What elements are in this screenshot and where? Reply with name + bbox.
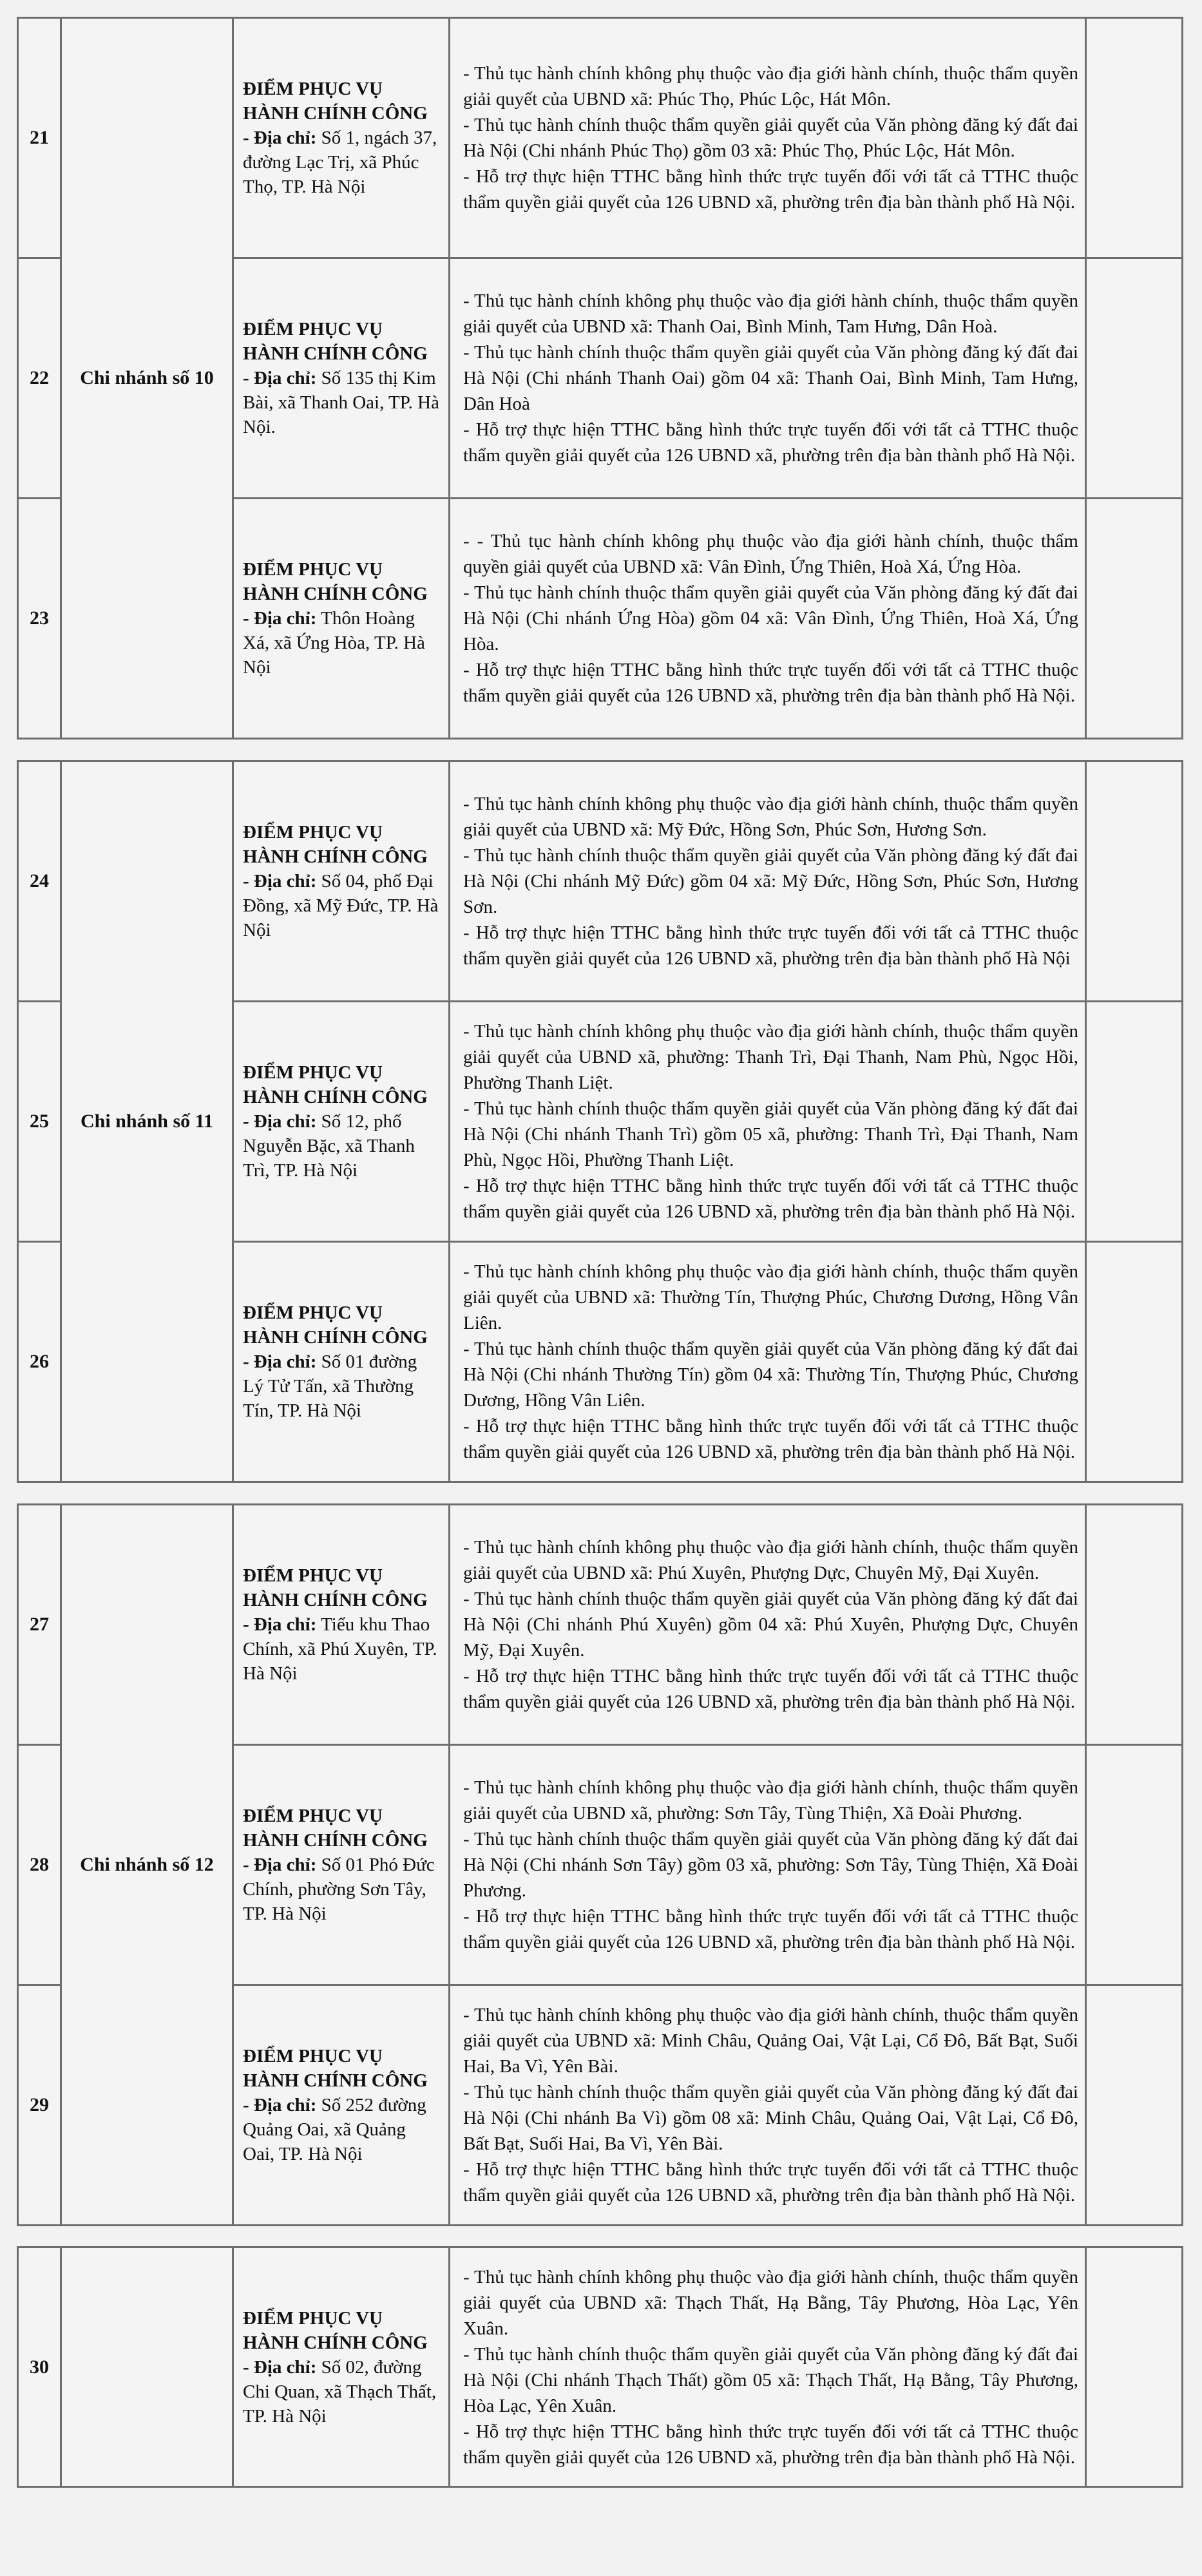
description-line: - Thủ tục hành chính không phụ thuộc vào địa giới hành chính, thuộc thẩm quyền giải quyết của UBND xã: Mỹ Đức, Hồng Sơn, Phúc Sơn, Hương Sơn. <box>463 794 1078 840</box>
description-line: - Thủ tục hành chính không phụ thuộc vào địa giới hành chính, thuộc thẩm quyền giải quyết của UBND xã, phường: Thanh Trì, Đại Thanh, Nam Phù, Ngọc Hồi, Phường Thanh Liệt. <box>463 1021 1078 1093</box>
address-label: - Địa chỉ: <box>243 1111 317 1132</box>
description-cell <box>450 1002 1086 1242</box>
description-line: - Hỗ trợ thực hiện TTHC bằng hình thức trực tuyến đối với tất cả TTHC thuộc thẩm quyền giải quyết của 126 UBND xã, phường trên địa bàn thành phố Hà Nội. <box>463 2159 1078 2206</box>
description-line: - Thủ tục hành chính thuộc thẩm quyền giải quyết của Văn phòng đăng ký đất đai Hà Nội (Chi nhánh Phúc Thọ) gồm 03 xã: Phúc Thọ, Phúc Lộc, Hát Môn. <box>463 115 1078 161</box>
branch-name: Chi nhánh số 10 <box>61 18 233 739</box>
description-line: - Thủ tục hành chính thuộc thẩm quyền giải quyết của Văn phòng đăng ký đất đai Hà Nội (Chi nhánh Ba Vì) gồm 08 xã: Minh Châu, Quảng Oai, Vật Lại, Cổ Đô, Bất Bạt, Suối Hai, Ba Vì, Yên Bài. <box>463 2082 1078 2154</box>
service-table-branch-12 <box>17 1503 1183 2226</box>
branch-name: Chi nhánh số 12 <box>61 1505 233 2226</box>
note-cell <box>1086 1242 1183 1482</box>
row-number: 25 <box>18 1002 61 1242</box>
description-line: - Thủ tục hành chính thuộc thẩm quyền giải quyết của Văn phòng đăng ký đất đai Hà Nội (Chi nhánh Thạch Thất) gồm 05 xã: Thạch Thất, Hạ Bằng, Tây Phương, Hòa Lạc, Yên Xuân. <box>463 2343 1078 2416</box>
note-cell <box>1086 1985 1183 2226</box>
service-title: ĐIỂM PHỤC VỤ HÀNH CHÍNH CÔNG <box>243 1806 428 1851</box>
row-number: 21 <box>18 18 61 258</box>
service-table-branch-10 <box>17 17 1183 739</box>
address-text: Thôn Hoàng Xá, xã Ứng Hòa, TP. Hà Nội <box>243 608 425 678</box>
description-line: - Thủ tục hành chính không phụ thuộc vào địa giới hành chính, thuộc thẩm quyền giải quyết của UBND xã: Phú Xuyên, Phượng Dực, Chuyên Mỹ, Đại Xuyên. <box>463 1537 1078 1583</box>
description-cell <box>450 1985 1086 2226</box>
description-line: - Thủ tục hành chính thuộc thẩm quyền giải quyết của Văn phòng đăng ký đất đai Hà Nội (Chi nhánh Thanh Oai) gồm 04 xã: Thanh Oai, Bình Minh, Tam Hưng, Dân Hoà <box>463 342 1078 414</box>
description-line: - Thủ tục hành chính không phụ thuộc vào địa giới hành chính, thuộc thẩm quyền giải quyết của UBND xã: Minh Châu, Quảng Oai, Vật Lại, Cổ Đô, Bất Bạt, Suối Hai, Ba Vì, Yên Bài. <box>463 2005 1078 2077</box>
address-label: - Địa chỉ: <box>243 1855 317 1875</box>
service-title: ĐIỂM PHỤC VỤ HÀNH CHÍNH CÔNG <box>243 1302 428 1348</box>
description-line: - Hỗ trợ thực hiện TTHC bằng hình thức trực tuyến đối với tất cả TTHC thuộc thẩm quyền giải quyết của 126 UBND xã, phường trên địa bàn thành phố Hà Nội. <box>463 2421 1078 2468</box>
service-title: ĐIỂM PHỤC VỤ HÀNH CHÍNH CÔNG <box>243 79 428 124</box>
description-cell <box>450 18 1086 258</box>
description-line: - Thủ tục hành chính không phụ thuộc vào địa giới hành chính, thuộc thẩm quyền giải quyết của UBND xã, phường: Sơn Tây, Tùng Thiện, Xã Đoài Phương. <box>463 1777 1078 1824</box>
service-title: ĐIỂM PHỤC VỤ HÀNH CHÍNH CÔNG <box>243 559 428 604</box>
address-cell <box>233 499 450 739</box>
description-cell <box>450 499 1086 739</box>
description-line: - Thủ tục hành chính không phụ thuộc vào địa giới hành chính, thuộc thẩm quyền giải quyết của UBND xã: Thường Tín, Thượng Phúc, Chương Dương, Hồng Vân Liên. <box>463 1261 1078 1333</box>
address-cell <box>233 1505 450 1745</box>
note-cell <box>1086 1745 1183 1985</box>
address-label: - Địa chỉ: <box>243 1351 317 1372</box>
row-number: 28 <box>18 1745 61 1985</box>
row-number: 29 <box>18 1985 61 2226</box>
table-row <box>18 18 1183 258</box>
address-text: Số 12, phố Nguyễn Bặc, xã Thanh Trì, TP. Hà Nội <box>243 1111 415 1181</box>
address-text: Số 01 đường Lý Tử Tấn, xã Thường Tín, TP. Hà Nội <box>243 1351 417 1421</box>
address-label: - Địa chỉ: <box>243 128 317 148</box>
description-line: - Thủ tục hành chính thuộc thẩm quyền giải quyết của Văn phòng đăng ký đất đai Hà Nội (Chi nhánh Thường Tín) gồm 04 xã: Thường Tín, Thượng Phúc, Chương Dương, Hồng Vân Liên. <box>463 1339 1078 1411</box>
description-cell <box>450 761 1086 1002</box>
address-label: - Địa chỉ: <box>243 368 317 388</box>
address-text: Số 135 thị Kim Bài, xã Thanh Oai, TP. Hà Nội. <box>243 368 439 437</box>
address-cell <box>233 1745 450 1985</box>
branch-name: Chi nhánh số 11 <box>61 761 233 1482</box>
description-cell <box>450 1745 1086 1985</box>
description-line: - - Thủ tục hành chính không phụ thuộc vào địa giới hành chính, thuộc thẩm quyền giải quyết của UBND xã: Vân Đình, Ứng Thiên, Hoà Xá, Ứng Hòa. <box>463 531 1078 577</box>
service-table-branch-11 <box>17 760 1183 1483</box>
description-line: - Hỗ trợ thực hiện TTHC bằng hình thức trực tuyến đối với tất cả TTHC thuộc thẩm quyền giải quyết của 126 UBND xã, phường trên địa bàn thành phố Hà Nội. <box>463 660 1078 706</box>
row-number: 27 <box>18 1505 61 1745</box>
address-cell <box>233 1002 450 1242</box>
table-row <box>18 761 1183 1002</box>
address-label: - Địa chỉ: <box>243 1614 317 1635</box>
address-label: - Địa chỉ: <box>243 871 317 892</box>
address-text: Tiểu khu Thao Chính, xã Phú Xuyên, TP. Hà Nội <box>243 1614 437 1684</box>
note-cell <box>1086 499 1183 739</box>
service-table-row-30 <box>17 2246 1183 2488</box>
address-label: - Địa chỉ: <box>243 2095 317 2115</box>
description-cell <box>450 2247 1086 2487</box>
address-text: Số 252 đường Quảng Oai, xã Quảng Oai, TP. Hà Nội <box>243 2095 426 2164</box>
description-line: - Hỗ trợ thực hiện TTHC bằng hình thức trực tuyến đối với tất cả TTHC thuộc thẩm quyền giải quyết của 126 UBND xã, phường trên địa bàn thành phố Hà Nội. <box>463 419 1078 466</box>
note-cell <box>1086 258 1183 499</box>
description-line: - Hỗ trợ thực hiện TTHC bằng hình thức trực tuyến đối với tất cả TTHC thuộc thẩm quyền giải quyết của 126 UBND xã, phường trên địa bàn thành phố Hà Nội. <box>463 1176 1078 1222</box>
address-label: - Địa chỉ: <box>243 2356 317 2378</box>
description-line: - Hỗ trợ thực hiện TTHC bằng hình thức trực tuyến đối với tất cả TTHC thuộc thẩm quyền giải quyết của 126 UBND xã, phường trên địa bàn thành phố Hà Nội. <box>463 1416 1078 1462</box>
description-cell <box>450 258 1086 499</box>
description-line: - Thủ tục hành chính không phụ thuộc vào địa giới hành chính, thuộc thẩm quyền giải quyết của UBND xã: Thanh Oai, Bình Minh, Tam Hưng, Dân Hoà. <box>463 291 1078 337</box>
service-title: ĐIỂM PHỤC VỤ HÀNH CHÍNH CÔNG <box>243 1062 428 1107</box>
description-line: - Thủ tục hành chính thuộc thẩm quyền giải quyết của Văn phòng đăng ký đất đai Hà Nội (Chi nhánh Sơn Tây) gồm 03 xã, phường: Sơn Tây, Tùng Thiện, Xã Đoài Phương. <box>463 1829 1078 1901</box>
note-cell <box>1086 18 1183 258</box>
service-title: ĐIỂM PHỤC VỤ HÀNH CHÍNH CÔNG <box>243 2307 428 2353</box>
description-line: - Hỗ trợ thực hiện TTHC bằng hình thức trực tuyến đối với tất cả TTHC thuộc thẩm quyền giải quyết của 126 UBND xã, phường trên địa bàn thành phố Hà Nội. <box>463 1906 1078 1952</box>
table-row <box>18 1505 1183 1745</box>
row-number: 30 <box>18 2247 61 2487</box>
address-cell <box>233 1242 450 1482</box>
service-title: ĐIỂM PHỤC VỤ HÀNH CHÍNH CÔNG <box>243 822 428 867</box>
address-cell <box>233 18 450 258</box>
table-row <box>18 2247 1183 2487</box>
note-cell <box>1086 1505 1183 1745</box>
description-line: - Hỗ trợ thực hiện TTHC bằng hình thức trực tuyến đối với tất cả TTHC thuộc thẩm quyền giải quyết của 126 UBND xã, phường trên địa bàn thành phố Hà Nội. <box>463 1666 1078 1712</box>
description-line: - Hỗ trợ thực hiện TTHC bằng hình thức trực tuyến đối với tất cả TTHC thuộc thẩm quyền giải quyết của 126 UBND xã, phường trên địa bàn thành phố Hà Nội. <box>463 166 1078 213</box>
address-text: Số 1, ngách 37, đường Lạc Trị, xã Phúc Thọ, TP. Hà Nội <box>243 128 437 197</box>
address-cell <box>233 1985 450 2226</box>
description-line: - Thủ tục hành chính thuộc thẩm quyền giải quyết của Văn phòng đăng ký đất đai Hà Nội (Chi nhánh Ứng Hòa) gồm 04 xã: Vân Đình, Ứng Thiên, Hoà Xá, Ứng Hòa. <box>463 582 1078 654</box>
description-line: - Thủ tục hành chính không phụ thuộc vào địa giới hành chính, thuộc thẩm quyền giải quyết của UBND xã: Thạch Thất, Hạ Bằng, Tây Phương, Hòa Lạc, Yên Xuân. <box>463 2266 1078 2339</box>
address-cell <box>233 761 450 1002</box>
description-cell <box>450 1242 1086 1482</box>
branch-name <box>61 2247 233 2487</box>
row-number: 26 <box>18 1242 61 1482</box>
note-cell <box>1086 2247 1183 2487</box>
address-text: Số 02, đường Chi Quan, xã Thạch Thất, TP. Hà Nội <box>243 2356 437 2427</box>
address-label: - Địa chỉ: <box>243 608 317 629</box>
description-line: - Thủ tục hành chính không phụ thuộc vào địa giới hành chính, thuộc thẩm quyền giải quyết của UBND xã: Phúc Thọ, Phúc Lộc, Hát Môn. <box>463 63 1078 110</box>
address-cell <box>233 2247 450 2487</box>
row-number: 24 <box>18 761 61 1002</box>
address-cell <box>233 258 450 499</box>
service-title: ĐIỂM PHỤC VỤ HÀNH CHÍNH CÔNG <box>243 1565 428 1610</box>
note-cell <box>1086 1002 1183 1242</box>
description-line: - Hỗ trợ thực hiện TTHC bằng hình thức trực tuyến đối với tất cả TTHC thuộc thẩm quyền giải quyết của 126 UBND xã, phường trên địa bàn thành phố Hà Nội <box>463 922 1078 969</box>
description-line: - Thủ tục hành chính thuộc thẩm quyền giải quyết của Văn phòng đăng ký đất đai Hà Nội (Chi nhánh Thanh Trì) gồm 05 xã, phường: Thanh Trì, Đại Thanh, Nam Phù, Ngọc Hồi, Phường Thanh Liệt. <box>463 1098 1078 1170</box>
description-line: - Thủ tục hành chính thuộc thẩm quyền giải quyết của Văn phòng đăng ký đất đai Hà Nội (Chi nhánh Phú Xuyên) gồm 04 xã: Phú Xuyên, Phượng Dực, Chuyên Mỹ, Đại Xuyên. <box>463 1589 1078 1661</box>
row-number: 23 <box>18 499 61 739</box>
address-text: Số 01 Phó Đức Chính, phường Sơn Tây, TP. Hà Nội <box>243 1855 435 1924</box>
service-title: ĐIỂM PHỤC VỤ HÀNH CHÍNH CÔNG <box>243 2046 428 2091</box>
service-title: ĐIỂM PHỤC VỤ HÀNH CHÍNH CÔNG <box>243 319 428 364</box>
address-text: Số 04, phố Đại Đồng, xã Mỹ Đức, TP. Hà Nội <box>243 871 439 940</box>
description-cell <box>450 1505 1086 1745</box>
note-cell <box>1086 761 1183 1002</box>
description-line: - Thủ tục hành chính thuộc thẩm quyền giải quyết của Văn phòng đăng ký đất đai Hà Nội (Chi nhánh Mỹ Đức) gồm 04 xã: Mỹ Đức, Hồng Sơn, Phúc Sơn, Hương Sơn. <box>463 845 1078 917</box>
row-number: 22 <box>18 258 61 499</box>
